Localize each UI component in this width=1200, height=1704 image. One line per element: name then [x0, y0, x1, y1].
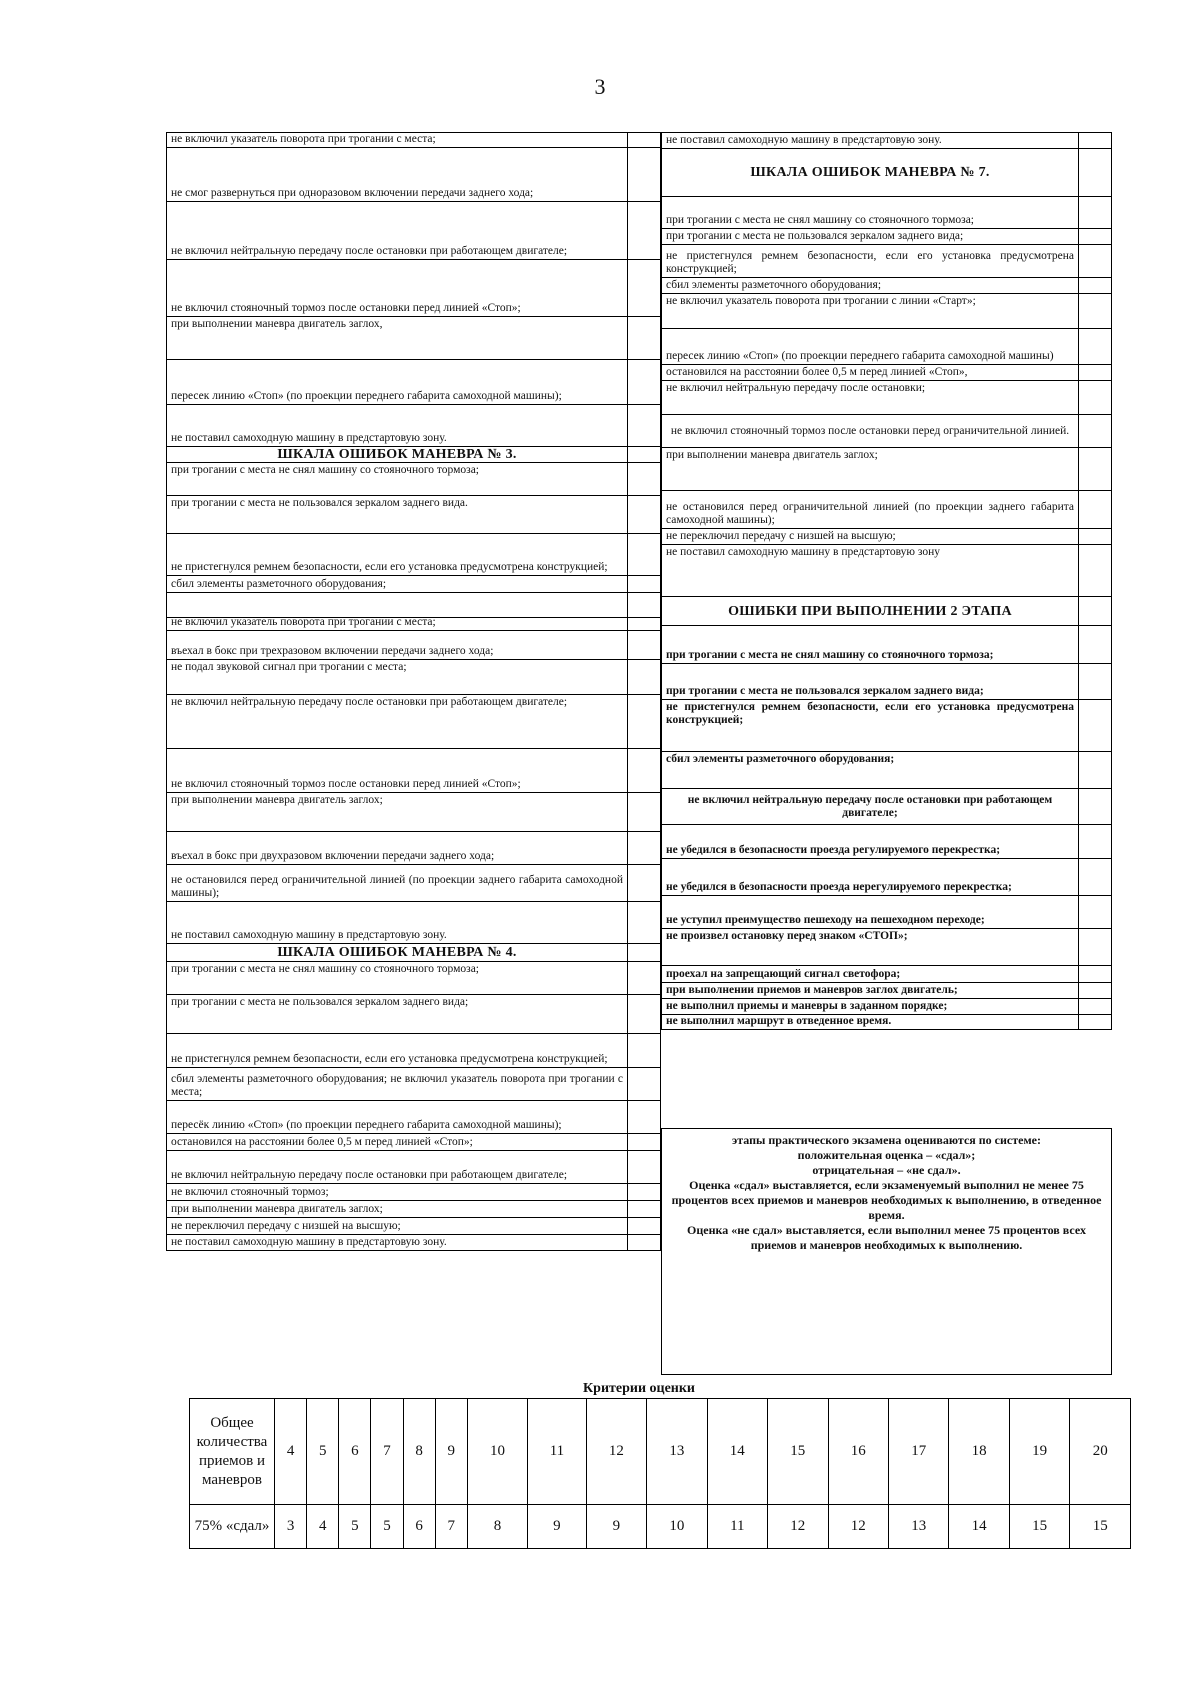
page-number: 3: [594, 74, 606, 99]
criteria-row-total: [190, 1399, 1131, 1505]
mark-cell: [1078, 929, 1111, 965]
mark-cell: [1078, 448, 1111, 490]
mark-cell: [627, 1068, 660, 1100]
error-text: сбил элементы разметочного оборудования; не включил указатель поворота при трогании с места;: [171, 1073, 623, 1098]
mark-cell: [627, 405, 660, 446]
right-error-row: [661, 824, 1112, 858]
left-error-row: [166, 1067, 661, 1100]
left-error-row: [166, 1133, 661, 1150]
left-error-row: [166, 1234, 661, 1251]
error-text: не пристегнулся ремнем безопасности, если его установка предусмотрена конструкцией;: [666, 250, 1074, 275]
left-error-row: [166, 404, 661, 446]
mark-cell: [1078, 626, 1111, 663]
criteria-total-value: 19: [1009, 1399, 1069, 1505]
left-error-row: [166, 316, 661, 359]
left-error-row: [166, 533, 661, 575]
error-text: не выполнил приемы и маневры в заданном порядке;: [666, 1000, 948, 1012]
error-text: не включил стояночный тормоз после остановки перед ограничительной линией.: [670, 424, 1070, 437]
mark-cell: [627, 1151, 660, 1183]
error-text: не поставил самоходную машину в предстартовую зону.: [171, 929, 447, 941]
right-error-row: [661, 928, 1112, 965]
mark-cell: [627, 463, 660, 495]
error-text: остановился на расстоянии более 0,5 м перед линией «Стоп»;: [171, 1136, 473, 1148]
right-error-row: [661, 528, 1112, 544]
error-text: не включил стояночный тормоз после остановки перед линией «Стоп»;: [171, 778, 521, 790]
right-error-row: [661, 1014, 1112, 1030]
left-error-row: [166, 1150, 661, 1183]
right-error-row: [661, 364, 1112, 380]
mark-cell: [1078, 491, 1111, 528]
criteria-total-value: 9: [435, 1399, 467, 1505]
criteria-title: Критерии оценки: [583, 1381, 695, 1396]
error-text: при трогании с места не снял машину со стояночного тормоза;: [666, 649, 994, 661]
criteria-pass-value: 13: [888, 1505, 948, 1549]
criteria-pass-label: 75% «сдал»: [190, 1505, 275, 1549]
error-text: не убедился в безопасности проезда нерегулируемого перекрестка;: [666, 881, 1012, 893]
right-error-row: [661, 132, 1112, 148]
left-error-row: [166, 994, 661, 1033]
criteria-pass-value: 11: [707, 1505, 767, 1549]
mark-cell: [627, 202, 660, 259]
mark-cell: [627, 962, 660, 994]
criteria-total-value: 7: [371, 1399, 403, 1505]
right-error-row: [661, 328, 1112, 364]
error-text: въехал в бокс при двухразовом включении передачи заднего хода;: [171, 850, 495, 862]
error-text: при трогании с места не снял машину со стояночного тормоза;: [171, 963, 479, 975]
right-error-row: [661, 625, 1112, 663]
right-error-row: [661, 414, 1112, 447]
right-error-row: [661, 895, 1112, 928]
error-text: не включил нейтральную передачу после остановки при работающем двигателе;: [171, 696, 568, 708]
mark-cell: [1078, 545, 1111, 596]
mark-cell: [627, 749, 660, 792]
error-text: при трогании с места не снял машину со стояночного тормоза;: [666, 214, 974, 226]
criteria-pass-value: 12: [768, 1505, 828, 1549]
mark-cell: [1078, 664, 1111, 699]
right-error-row: [661, 751, 1112, 788]
right-section-header: [661, 148, 1112, 196]
criteria-total-value: 20: [1070, 1399, 1131, 1505]
error-text: при трогании с места не пользовался зеркалом заднего вида;: [666, 685, 984, 697]
mark-cell: [1078, 752, 1111, 788]
left-error-row: [166, 617, 661, 630]
mark-cell: [627, 534, 660, 575]
right-error-row: [661, 998, 1112, 1014]
mark-cell: [627, 360, 660, 404]
mark-cell: [1078, 700, 1111, 751]
criteria-total-value: 11: [528, 1399, 586, 1505]
error-text: проехал на запрещающий сигнал светофора;: [666, 968, 901, 980]
error-text: не остановился перед ограничительной линией (по проекции заднего габарита самоходной машины);: [666, 501, 1074, 526]
right-section-header: [661, 596, 1112, 625]
mark-cell: [1078, 278, 1111, 293]
mark-cell: [1078, 983, 1111, 998]
summary-line: этапы практического экзамена оцениваются по системе:: [732, 1133, 1041, 1147]
criteria-pass-value: 5: [339, 1505, 371, 1549]
criteria-total-value: 8: [403, 1399, 435, 1505]
left-error-row: [166, 792, 661, 831]
right-error-row: [661, 858, 1112, 895]
mark-cell: [627, 1235, 660, 1250]
error-text: не включил нейтральную передачу после остановки;: [666, 382, 926, 394]
error-text: не включил указатель поворота при трогании с линии «Старт»;: [666, 295, 976, 307]
mark-cell: [1078, 1015, 1111, 1029]
left-error-row: [166, 630, 661, 659]
left-section-header: [166, 446, 661, 462]
right-error-row: [661, 380, 1112, 414]
criteria-pass-value: 8: [467, 1505, 527, 1549]
mark-cell: [1078, 229, 1111, 244]
error-text: не произвел остановку перед знаком «СТОП»;: [666, 930, 908, 942]
mark-cell: [1078, 789, 1111, 824]
right-error-row: [661, 244, 1112, 277]
criteria-total-value: 10: [467, 1399, 527, 1505]
error-text: при выполнении маневра двигатель заглох;: [171, 1203, 383, 1215]
mark-cell: [1078, 197, 1111, 228]
left-error-column: [166, 132, 661, 1251]
error-text: въехал в бокс при трехразовом включении передачи заднего хода;: [171, 645, 494, 657]
error-text: не пристегнулся ремнем безопасности, если его установка предусмотрена конструкцией;: [171, 1053, 608, 1065]
mark-cell: [1078, 859, 1111, 895]
criteria-total-value: 17: [888, 1399, 948, 1505]
error-text: не переключил передачу с низшей на высшую;: [666, 530, 896, 542]
left-error-row: [166, 1217, 661, 1234]
error-text: сбил элементы разметочного оборудования;: [171, 578, 387, 590]
error-text: не остановился перед ограничительной линией (по проекции заднего габарита самоходной машины);: [171, 874, 623, 899]
mark-cell: [627, 660, 660, 694]
right-error-row: [661, 544, 1112, 596]
mark-cell: [627, 832, 660, 864]
mark-cell: [627, 133, 660, 147]
right-error-column: [661, 132, 1112, 1030]
criteria-total-value: 6: [339, 1399, 371, 1505]
error-text: пересек линию «Стоп» (по проекции переднего габарита самоходной машины);: [171, 390, 562, 402]
error-text: не включил стояночный тормоз;: [171, 1186, 329, 1198]
criteria-pass-value: 9: [586, 1505, 646, 1549]
summary-line: Оценка «сдал» выставляется, если экзаменуемый выполнил не менее 75 процентов всех приемов и маневров необходимых к выполнению, в отведенное время.: [671, 1178, 1102, 1222]
criteria-total-value: 5: [307, 1399, 339, 1505]
mark-cell: [627, 793, 660, 831]
error-text: не включил указатель поворота при трогании с места;: [171, 133, 436, 145]
left-error-row: [166, 462, 661, 495]
right-error-row: [661, 788, 1112, 824]
summary-line: отрицательная – «не сдал».: [812, 1163, 961, 1177]
error-text: не включил стояночный тормоз после остановки перед линией «Стоп»;: [171, 302, 521, 314]
error-text: пересек линию «Стоп» (по проекции переднего габарита самоходной машины): [666, 350, 1054, 362]
criteria-pass-value: 15: [1009, 1505, 1069, 1549]
left-error-row: [166, 659, 661, 694]
error-text: не подал звуковой сигнал при трогании с места;: [171, 661, 407, 673]
mark-cell: [627, 1201, 660, 1217]
section-title: ШКАЛА ОШИБОК МАНЕВРА № 3.: [277, 447, 517, 462]
error-text: пересёк линию «Стоп» (по проекции переднего габарита самоходной машины);: [171, 1119, 562, 1131]
mark-cell: [627, 260, 660, 316]
criteria-total-value: 12: [586, 1399, 646, 1505]
criteria-pass-value: 14: [949, 1505, 1009, 1549]
mark-cell: [627, 618, 660, 630]
mark-cell: [627, 995, 660, 1033]
mark-cell: [1078, 529, 1111, 544]
mark-cell: [627, 148, 660, 201]
right-error-row: [661, 699, 1112, 751]
mark-cell: [1078, 365, 1111, 380]
right-error-row: [661, 228, 1112, 244]
error-text: не поставил самоходную машину в предстартовую зону.: [666, 134, 942, 146]
left-error-row: [166, 359, 661, 404]
error-text: не пристегнулся ремнем безопасности, если его установка предусмотрена конструкцией;: [666, 701, 1074, 726]
error-text: при выполнении маневра двигатель заглох;: [171, 794, 383, 806]
left-error-row: [166, 831, 661, 864]
criteria-total-value: 4: [275, 1399, 307, 1505]
left-error-row: [166, 495, 661, 533]
mark-cell: [627, 447, 660, 462]
error-text: не уступил преимущество пешеходу на пешеходном переходе;: [666, 914, 985, 926]
error-text: сбил элементы разметочного оборудования;: [666, 279, 882, 291]
criteria-pass-value: 3: [275, 1505, 307, 1549]
section-title: ОШИБКИ ПРИ ВЫПОЛНЕНИИ 2 ЭТАПА: [728, 603, 1012, 619]
mark-cell: [627, 902, 660, 943]
criteria-row-pass: [190, 1505, 1131, 1549]
error-text: не смог развернуться при одноразовом включении передачи заднего хода;: [171, 187, 534, 199]
section-title: ШКАЛА ОШИБОК МАНЕВРА № 4.: [277, 945, 517, 960]
error-text: не поставил самоходную машину в предстартовую зону.: [171, 1236, 447, 1248]
criteria-pass-value: 4: [307, 1505, 339, 1549]
criteria-total-label: Общее количества приемов и маневров: [190, 1399, 275, 1505]
criteria-total-value: 15: [768, 1399, 828, 1505]
criteria-pass-value: 5: [371, 1505, 403, 1549]
left-error-row: [166, 1200, 661, 1217]
mark-cell: [1078, 966, 1111, 982]
right-error-row: [661, 447, 1112, 490]
mark-cell: [1078, 999, 1111, 1014]
error-text: остановился на расстоянии более 0,5 м перед линией «Стоп»,: [666, 366, 968, 378]
left-error-row: [166, 575, 661, 592]
left-error-row: [166, 901, 661, 943]
mark-cell: [627, 1184, 660, 1200]
mark-cell: [627, 695, 660, 748]
error-text: [167, 593, 627, 617]
error-text: не выполнил маршрут в отведенное время.: [666, 1015, 892, 1027]
left-error-row: [166, 694, 661, 748]
right-error-row: [661, 965, 1112, 982]
left-error-row: [166, 961, 661, 994]
mark-cell: [627, 593, 660, 617]
error-text: при трогании с места не пользовался зеркалом заднего вида.: [171, 497, 468, 509]
mark-cell: [627, 1034, 660, 1067]
criteria-total-value: 18: [949, 1399, 1009, 1505]
mark-cell: [627, 944, 660, 961]
left-section-header: [166, 943, 661, 961]
criteria-total-value: 16: [828, 1399, 888, 1505]
error-text: сбил элементы разметочного оборудования;: [666, 753, 895, 765]
right-error-row: [661, 277, 1112, 293]
left-error-row: [166, 864, 661, 901]
right-error-row: [661, 293, 1112, 328]
left-error-row: [166, 748, 661, 792]
mark-cell: [1078, 329, 1111, 364]
right-error-row: [661, 196, 1112, 228]
error-text: при выполнении приемов и маневров заглох двигатель;: [666, 984, 958, 996]
evaluation-summary: [661, 1128, 1112, 1375]
error-text: не переключил передачу с низшей на высшую;: [171, 1220, 401, 1232]
mark-cell: [627, 1134, 660, 1150]
mark-cell: [627, 576, 660, 592]
mark-cell: [1078, 825, 1111, 858]
right-error-row: [661, 982, 1112, 998]
mark-cell: [627, 865, 660, 901]
error-text: при трогании с места не пользовался зеркалом заднего вида;: [171, 996, 469, 1008]
summary-line: Оценка «не сдал» выставляется, если выполнил менее 75 процентов всех приемов и маневров необходимых к выполнению.: [687, 1223, 1086, 1252]
mark-cell: [1078, 597, 1111, 625]
criteria-pass-value: 10: [647, 1505, 707, 1549]
criteria-total-value: 14: [707, 1399, 767, 1505]
mark-cell: [627, 1218, 660, 1234]
left-error-row: [166, 259, 661, 316]
mark-cell: [627, 317, 660, 359]
error-text: при трогании с места не снял машину со стояночного тормоза;: [171, 464, 479, 476]
mark-cell: [1078, 149, 1111, 196]
error-text: не пристегнулся ремнем безопасности, если его установка предусмотрена конструкцией;: [171, 561, 608, 573]
left-error-row: [166, 201, 661, 259]
error-text: не включил нейтральную передачу после остановки при работающем двигателе;: [171, 1169, 568, 1181]
summary-line: положительная оценка – «сдал»;: [797, 1148, 976, 1162]
error-text: при выполнении маневра двигатель заглох,: [171, 318, 383, 330]
error-text: не включил нейтральную передачу после остановки при работающем двигателе;: [171, 245, 568, 257]
mark-cell: [627, 1101, 660, 1133]
left-error-row: [166, 147, 661, 201]
mark-cell: [627, 496, 660, 533]
criteria-total-value: 13: [647, 1399, 707, 1505]
left-error-row: [166, 1033, 661, 1067]
mark-cell: [1078, 415, 1111, 447]
right-error-row: [661, 663, 1112, 699]
right-error-row: [661, 490, 1112, 528]
criteria-pass-value: 9: [528, 1505, 586, 1549]
criteria-pass-value: 7: [435, 1505, 467, 1549]
error-text: не поставил самоходную машину в предстартовую зону.: [171, 432, 447, 444]
mark-cell: [1078, 381, 1111, 414]
left-error-row: [166, 132, 661, 147]
criteria-pass-value: 6: [403, 1505, 435, 1549]
criteria-pass-value: 12: [828, 1505, 888, 1549]
left-error-row: [166, 1183, 661, 1200]
section-title: ШКАЛА ОШИБОК МАНЕВРА № 7.: [750, 165, 990, 180]
mark-cell: [1078, 294, 1111, 328]
left-error-row: [166, 1100, 661, 1133]
criteria-pass-value: 15: [1070, 1505, 1131, 1549]
error-text: не поставил самоходную машину в предстартовую зону: [666, 546, 941, 558]
left-error-row: [166, 592, 661, 617]
mark-cell: [1078, 896, 1111, 928]
error-text: не включил указатель поворота при трогании с места;: [171, 616, 436, 628]
error-text: не включил нейтральную передачу после остановки при работающем двигателе;: [687, 793, 1053, 819]
mark-cell: [1078, 133, 1111, 148]
error-text: при трогании с места не пользовался зеркалом заднего вида;: [666, 230, 964, 242]
mark-cell: [1078, 245, 1111, 277]
error-text: при выполнении маневра двигатель заглох;: [666, 449, 878, 461]
error-text: не убедился в безопасности проезда регулируемого перекрестка;: [666, 844, 1001, 856]
mark-cell: [627, 631, 660, 659]
criteria-table: [189, 1398, 1131, 1549]
